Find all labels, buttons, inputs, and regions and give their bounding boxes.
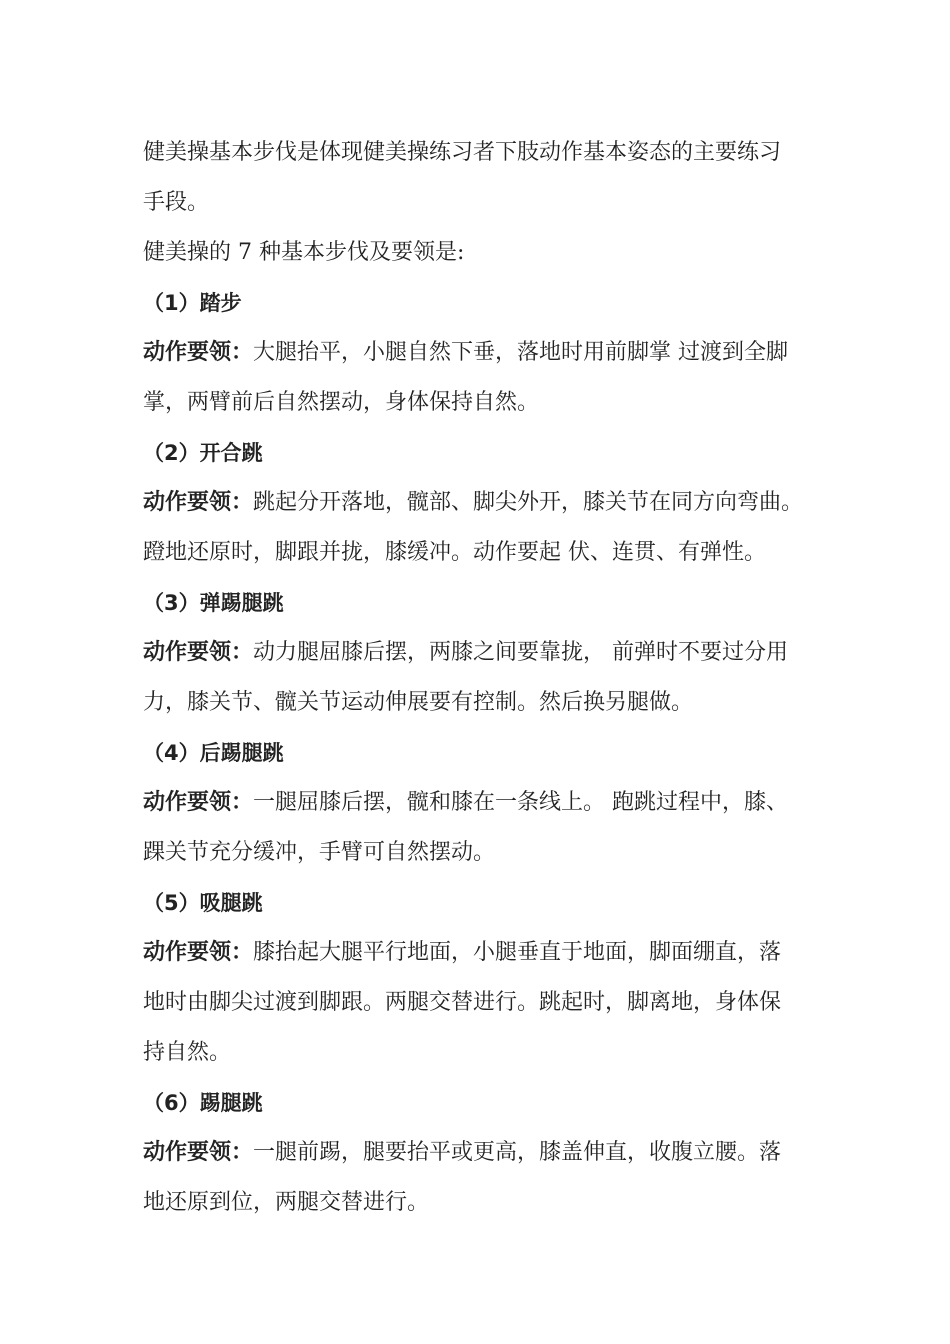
section-heading-3: （3）弹踢腿跳 [143,591,284,615]
section-body: 动力腿屈膝后摆，两膝之间要靠拢， 前弹时不要过分用 [253,640,789,665]
intro-line-3: 健美操的 7 种基本步伐及要领是: [143,240,465,265]
document-page [143,128,823,1228]
section-text-6-line-1 [143,1128,823,1178]
section-text-4-line-1 [143,778,823,828]
section-text-1-line-1 [143,328,823,378]
section-text-3-line-2: 力，膝关节、髋关节运动伸展要有控制。然后换另腿做。 [143,690,694,715]
section-body: 膝抬起大腿平行地面，小腿垂直于地面，脚面绷直，落 [253,940,782,965]
section-body: 大腿抬平，小腿自然下垂，落地时用前脚掌 过渡到全脚 [253,340,789,365]
section-heading-4: （4）后踢腿跳 [143,741,284,765]
action-key-label: 动作要领： [143,340,254,365]
intro-line-1: 健美操基本步伐是体现健美操练习者下肢动作基本姿态的主要练习 [143,140,782,165]
action-key-label: 动作要领： [143,940,254,965]
action-key-label: 动作要领： [143,790,254,815]
section-body: 跳起分开落地，髋部、脚尖外开，膝关节在同方向弯曲。 [253,490,804,515]
section-body: 一腿前踢，腿要抬平或更高，膝盖伸直，收腹立腰。落 [253,1140,782,1165]
section-heading-6: （6）踢腿跳 [143,1091,263,1115]
section-text-3-line-1 [143,628,823,678]
section-text-5-line-2: 地时由脚尖过渡到脚跟。两腿交替进行。跳起时，脚离地，身体保 [143,990,782,1015]
section-text-2-line-2: 蹬地还原时，脚跟并拢，膝缓冲。动作要起 伏、连贯、有弹性。 [143,540,766,565]
section-text-1-line-2: 掌，两臂前后自然摆动，身体保持自然。 [143,390,540,415]
section-text-2-line-1 [143,478,823,528]
section-body: 一腿屈膝后摆，髋和膝在一条线上。 跑跳过程中，膝、 [253,790,789,815]
section-heading-5: （5）吸腿跳 [143,891,263,915]
action-key-label: 动作要领： [143,490,254,515]
section-text-4-line-2: 踝关节充分缓冲，手臂可自然摆动。 [143,840,496,865]
intro-line-2: 手段。 [143,190,210,215]
section-heading-2: （2）开合跳 [143,441,263,465]
section-text-5-line-1 [143,928,823,978]
section-heading-1: （1）踏步 [143,291,242,315]
section-text-6-line-2: 地还原到位，两腿交替进行。 [143,1190,430,1215]
action-key-label: 动作要领： [143,1140,254,1165]
action-key-label: 动作要领： [143,640,254,665]
section-text-5-line-3: 持自然。 [143,1040,232,1065]
